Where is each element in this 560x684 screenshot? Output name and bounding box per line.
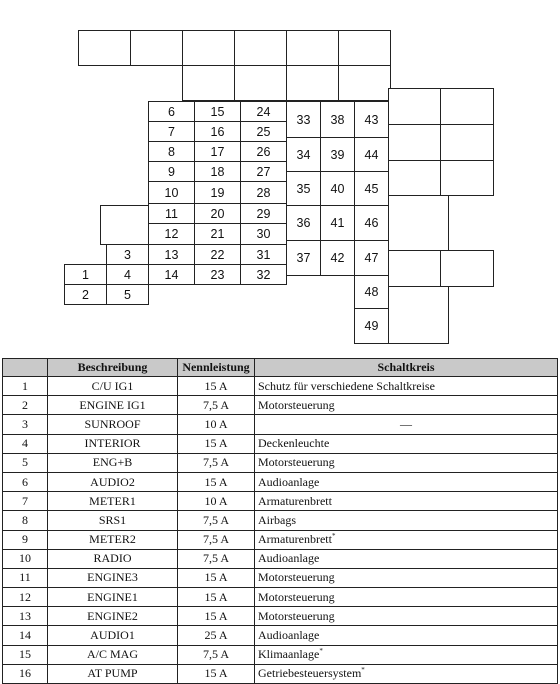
fuse-slot-number: 38 bbox=[330, 112, 345, 127]
fuse-slot-blank bbox=[388, 88, 441, 125]
fuse-slot-number: 13 bbox=[164, 247, 179, 262]
cell-nennleistung: 15 A bbox=[178, 434, 255, 453]
fuse-slot-number: 3 bbox=[124, 247, 131, 262]
fuse-slot-number: 23 bbox=[210, 267, 225, 282]
fuse-slot-number: 9 bbox=[168, 164, 175, 179]
fuse-slot-48 bbox=[354, 275, 389, 309]
fuse-slot-number: 31 bbox=[256, 247, 271, 262]
fuse-slot-blank bbox=[388, 250, 441, 287]
cell-nennleistung: 25 A bbox=[178, 626, 255, 645]
table-row bbox=[3, 453, 558, 472]
cell-nr: 16 bbox=[3, 664, 48, 683]
cell-beschreibung: SRS1 bbox=[48, 511, 178, 530]
fuse-slot-30 bbox=[240, 223, 287, 245]
table-header-row bbox=[3, 359, 558, 377]
header-nr bbox=[3, 359, 48, 377]
fuse-slot-23 bbox=[194, 264, 241, 285]
cell-nennleistung: 15 A bbox=[178, 664, 255, 683]
fuse-slot-number: 21 bbox=[210, 227, 225, 241]
fuse-slot-19 bbox=[194, 181, 241, 204]
fuse-slot-blank bbox=[234, 65, 287, 101]
fuse-slot-42 bbox=[320, 240, 355, 276]
fuse-slot-number: 10 bbox=[164, 185, 179, 200]
fuse-slot-11 bbox=[148, 203, 195, 224]
cell-nr: 4 bbox=[3, 434, 48, 453]
fuse-slot-28 bbox=[240, 181, 287, 204]
cell-schaltkreis: — bbox=[255, 415, 558, 434]
fuse-slot-number: 39 bbox=[330, 147, 345, 162]
fuse-slot-blank bbox=[388, 160, 441, 196]
cell-nr: 6 bbox=[3, 472, 48, 491]
cell-schaltkreis: Airbags bbox=[255, 511, 558, 530]
fuse-slot-blank bbox=[78, 30, 131, 66]
fuse-slot-number: 24 bbox=[256, 104, 271, 119]
fuse-slot-number: 16 bbox=[210, 124, 225, 139]
table-row bbox=[3, 607, 558, 626]
cell-beschreibung: METER2 bbox=[48, 530, 178, 549]
cell-schaltkreis: Motorsteuerung bbox=[255, 588, 558, 607]
fuse-slot-number: 33 bbox=[296, 112, 311, 127]
fuse-slot-number: 17 bbox=[210, 144, 225, 159]
cell-beschreibung: RADIO bbox=[48, 549, 178, 568]
cell-nennleistung: 15 A bbox=[178, 472, 255, 491]
cell-schaltkreis: Deckenleuchte bbox=[255, 434, 558, 453]
fuse-slot-blank bbox=[234, 30, 287, 66]
cell-beschreibung: AT PUMP bbox=[48, 664, 178, 683]
fuse-slot-39 bbox=[320, 137, 355, 172]
cell-nr: 2 bbox=[3, 396, 48, 415]
fuse-slot-blank bbox=[440, 88, 494, 125]
fuse-slot-blank bbox=[130, 30, 183, 66]
fuse-slot-29 bbox=[240, 203, 287, 224]
fuse-slot-22 bbox=[194, 244, 241, 265]
fuse-slot-number: 42 bbox=[330, 251, 345, 265]
fuse-slot-8 bbox=[148, 141, 195, 162]
fuse-slot-33 bbox=[286, 101, 321, 138]
fuse-slot-number: 11 bbox=[165, 206, 178, 221]
fuse-slot-32 bbox=[240, 264, 287, 285]
fuse-slot-number: 1 bbox=[82, 267, 89, 282]
fuse-slot-44 bbox=[354, 137, 389, 172]
fuse-slot-blank bbox=[388, 286, 449, 344]
cell-nennleistung: 15 A bbox=[178, 377, 255, 396]
table-row bbox=[3, 415, 558, 434]
cell-schaltkreis: Motorsteuerung bbox=[255, 453, 558, 472]
fuse-slot-blank bbox=[338, 65, 391, 101]
fuse-slot-number: 30 bbox=[256, 227, 271, 241]
cell-nr: 8 bbox=[3, 511, 48, 530]
fuse-slot-36 bbox=[286, 205, 321, 241]
cell-beschreibung: AUDIO1 bbox=[48, 626, 178, 645]
fuse-slot-7 bbox=[148, 121, 195, 142]
fuse-slot-47 bbox=[354, 240, 389, 276]
cell-nennleistung: 15 A bbox=[178, 568, 255, 587]
fuse-slot-blank bbox=[182, 30, 235, 66]
fuse-table bbox=[2, 358, 558, 684]
table-row bbox=[3, 645, 558, 664]
cell-nr: 1 bbox=[3, 377, 48, 396]
fuse-slot-blank bbox=[440, 250, 494, 287]
fuse-slot-4 bbox=[106, 264, 149, 285]
cell-schaltkreis: Motorsteuerung bbox=[255, 568, 558, 587]
fuse-slot-17 bbox=[194, 141, 241, 162]
fuse-slot-number: 37 bbox=[296, 251, 311, 265]
fuse-slot-number: 48 bbox=[364, 285, 379, 299]
fuse-slot-number: 8 bbox=[168, 144, 175, 159]
footnote-mark: * bbox=[361, 666, 365, 675]
cell-schaltkreis: Motorsteuerung bbox=[255, 607, 558, 626]
table-row bbox=[3, 568, 558, 587]
cell-nennleistung: 7,5 A bbox=[178, 511, 255, 530]
fuse-slot-number: 44 bbox=[364, 147, 379, 162]
fuse-slot-blank bbox=[338, 30, 391, 66]
fuse-slot-number: 36 bbox=[296, 216, 311, 230]
fuse-slot-blank bbox=[286, 30, 339, 66]
cell-nennleistung: 10 A bbox=[178, 492, 255, 511]
cell-beschreibung: ENGINE IG1 bbox=[48, 396, 178, 415]
fuse-slot-35 bbox=[286, 171, 321, 206]
cell-schaltkreis: Audioanlage bbox=[255, 626, 558, 645]
cell-nr: 10 bbox=[3, 549, 48, 568]
fuse-slot-40 bbox=[320, 171, 355, 206]
fuse-slot-6 bbox=[148, 101, 195, 122]
fuse-slot-2 bbox=[64, 284, 107, 305]
fuse-slot-number: 41 bbox=[330, 216, 345, 230]
fuse-slot-number: 47 bbox=[364, 251, 379, 265]
table-row bbox=[3, 492, 558, 511]
cell-schaltkreis: Armaturenbrett* bbox=[255, 530, 558, 549]
fuse-slot-number: 28 bbox=[256, 185, 271, 200]
fuse-slot-number: 40 bbox=[330, 181, 345, 196]
cell-beschreibung: ENGINE2 bbox=[48, 607, 178, 626]
fuse-slot-46 bbox=[354, 205, 389, 241]
fuse-slot-16 bbox=[194, 121, 241, 142]
cell-beschreibung: ENGINE1 bbox=[48, 588, 178, 607]
fuse-slot-blank bbox=[388, 195, 449, 251]
cell-schaltkreis: Audioanlage bbox=[255, 472, 558, 491]
cell-nr: 13 bbox=[3, 607, 48, 626]
fuse-slot-21 bbox=[194, 223, 241, 245]
cell-schaltkreis: Getriebesteuersystem* bbox=[255, 664, 558, 683]
fuse-slot-18 bbox=[194, 161, 241, 182]
fuse-slot-31 bbox=[240, 244, 287, 265]
fuse-slot-number: 19 bbox=[210, 185, 225, 200]
fuse-table-body bbox=[3, 377, 558, 684]
header-schaltkreis: Schaltkreis bbox=[255, 359, 558, 377]
fuse-slot-number: 5 bbox=[124, 287, 131, 302]
fuse-slot-number: 12 bbox=[164, 227, 179, 241]
cell-nennleistung: 10 A bbox=[178, 415, 255, 434]
cell-beschreibung: SUNROOF bbox=[48, 415, 178, 434]
cell-nr: 7 bbox=[3, 492, 48, 511]
cell-nr: 15 bbox=[3, 645, 48, 664]
fuse-slot-24 bbox=[240, 101, 287, 122]
cell-nennleistung: 7,5 A bbox=[178, 396, 255, 415]
fuse-slot-blank bbox=[182, 65, 235, 101]
cell-nr: 9 bbox=[3, 530, 48, 549]
cell-nennleistung: 7,5 A bbox=[178, 530, 255, 549]
fuse-slot-3 bbox=[106, 244, 149, 265]
fuse-slot-34 bbox=[286, 137, 321, 172]
fuse-slot-number: 4 bbox=[124, 267, 131, 282]
fuse-slot-number: 2 bbox=[82, 287, 89, 302]
fuse-slot-number: 20 bbox=[210, 206, 225, 221]
cell-schaltkreis: Schutz für verschiedene Schaltkreise bbox=[255, 377, 558, 396]
fuse-slot-number: 49 bbox=[364, 319, 379, 333]
fuse-slot-blank bbox=[100, 205, 149, 245]
fuse-slot-number: 6 bbox=[168, 104, 175, 119]
cell-beschreibung: METER1 bbox=[48, 492, 178, 511]
fuse-slot-number: 32 bbox=[256, 267, 271, 282]
fuse-slot-13 bbox=[148, 244, 195, 265]
cell-nennleistung: 15 A bbox=[178, 588, 255, 607]
table-row bbox=[3, 549, 558, 568]
table-row bbox=[3, 511, 558, 530]
fuse-slot-25 bbox=[240, 121, 287, 142]
table-row bbox=[3, 626, 558, 645]
fuse-slot-number: 25 bbox=[256, 124, 271, 139]
cell-beschreibung: ENG+B bbox=[48, 453, 178, 472]
fuse-slot-blank bbox=[440, 124, 494, 161]
cell-beschreibung: ENGINE3 bbox=[48, 568, 178, 587]
table-row bbox=[3, 396, 558, 415]
cell-beschreibung: AUDIO2 bbox=[48, 472, 178, 491]
cell-nr: 3 bbox=[3, 415, 48, 434]
fuse-slot-10 bbox=[148, 181, 195, 204]
fuse-slot-number: 15 bbox=[210, 104, 225, 119]
table-row bbox=[3, 434, 558, 453]
cell-beschreibung: INTERIOR bbox=[48, 434, 178, 453]
fuse-slot-37 bbox=[286, 240, 321, 276]
cell-schaltkreis: Klimaanlage* bbox=[255, 645, 558, 664]
fuse-slot-number: 22 bbox=[210, 247, 225, 262]
footnote-mark: * bbox=[331, 532, 336, 541]
fuse-slot-number: 35 bbox=[296, 181, 311, 196]
cell-nennleistung: 7,5 A bbox=[178, 549, 255, 568]
table-row bbox=[3, 588, 558, 607]
footnote-mark: * bbox=[319, 647, 323, 656]
fuse-slot-49 bbox=[354, 308, 389, 344]
fuse-slot-43 bbox=[354, 101, 389, 138]
fuse-slot-15 bbox=[194, 101, 241, 122]
cell-nr: 14 bbox=[3, 626, 48, 645]
cell-nennleistung: 7,5 A bbox=[178, 453, 255, 472]
fuse-slot-blank bbox=[440, 160, 494, 196]
fuse-slot-38 bbox=[320, 101, 355, 138]
table-row bbox=[3, 377, 558, 396]
table-row bbox=[3, 530, 558, 549]
fuse-slot-number: 34 bbox=[296, 147, 311, 162]
cell-nr: 11 bbox=[3, 568, 48, 587]
fuse-slot-26 bbox=[240, 141, 287, 162]
fuse-slot-number: 14 bbox=[164, 267, 179, 282]
cell-beschreibung: A/C MAG bbox=[48, 645, 178, 664]
cell-beschreibung: C/U IG1 bbox=[48, 377, 178, 396]
fuse-slot-14 bbox=[148, 264, 195, 285]
fuse-slot-5 bbox=[106, 284, 149, 305]
cell-schaltkreis: Motorsteuerung bbox=[255, 396, 558, 415]
fuse-slot-20 bbox=[194, 203, 241, 224]
fuse-slot-number: 46 bbox=[364, 216, 379, 230]
cell-nennleistung: 7,5 A bbox=[178, 645, 255, 664]
cell-schaltkreis: Armaturenbrett bbox=[255, 492, 558, 511]
header-beschreibung: Beschreibung bbox=[48, 359, 178, 377]
cell-schaltkreis: Audioanlage bbox=[255, 549, 558, 568]
fuse-slot-number: 18 bbox=[210, 164, 225, 179]
fuse-slot-27 bbox=[240, 161, 287, 182]
header-nennleistung: Nennleistung bbox=[178, 359, 255, 377]
table-row bbox=[3, 472, 558, 491]
cell-nr: 5 bbox=[3, 453, 48, 472]
cell-nennleistung: 15 A bbox=[178, 607, 255, 626]
fuse-slot-blank bbox=[286, 65, 339, 101]
fuse-slot-9 bbox=[148, 161, 195, 182]
fuse-slot-number: 43 bbox=[364, 112, 379, 127]
fuse-slot-41 bbox=[320, 205, 355, 241]
fuse-slot-number: 45 bbox=[364, 181, 379, 196]
fuse-slot-number: 7 bbox=[168, 124, 175, 139]
fuse-slot-blank bbox=[388, 124, 441, 161]
fuse-slot-45 bbox=[354, 171, 389, 206]
fuse-slot-number: 26 bbox=[256, 144, 271, 159]
fuse-slot-12 bbox=[148, 223, 195, 245]
fuse-slot-number: 29 bbox=[256, 206, 271, 221]
fuse-slot-1 bbox=[64, 264, 107, 285]
cell-nr: 12 bbox=[3, 588, 48, 607]
fuse-slot-number: 27 bbox=[256, 164, 271, 179]
